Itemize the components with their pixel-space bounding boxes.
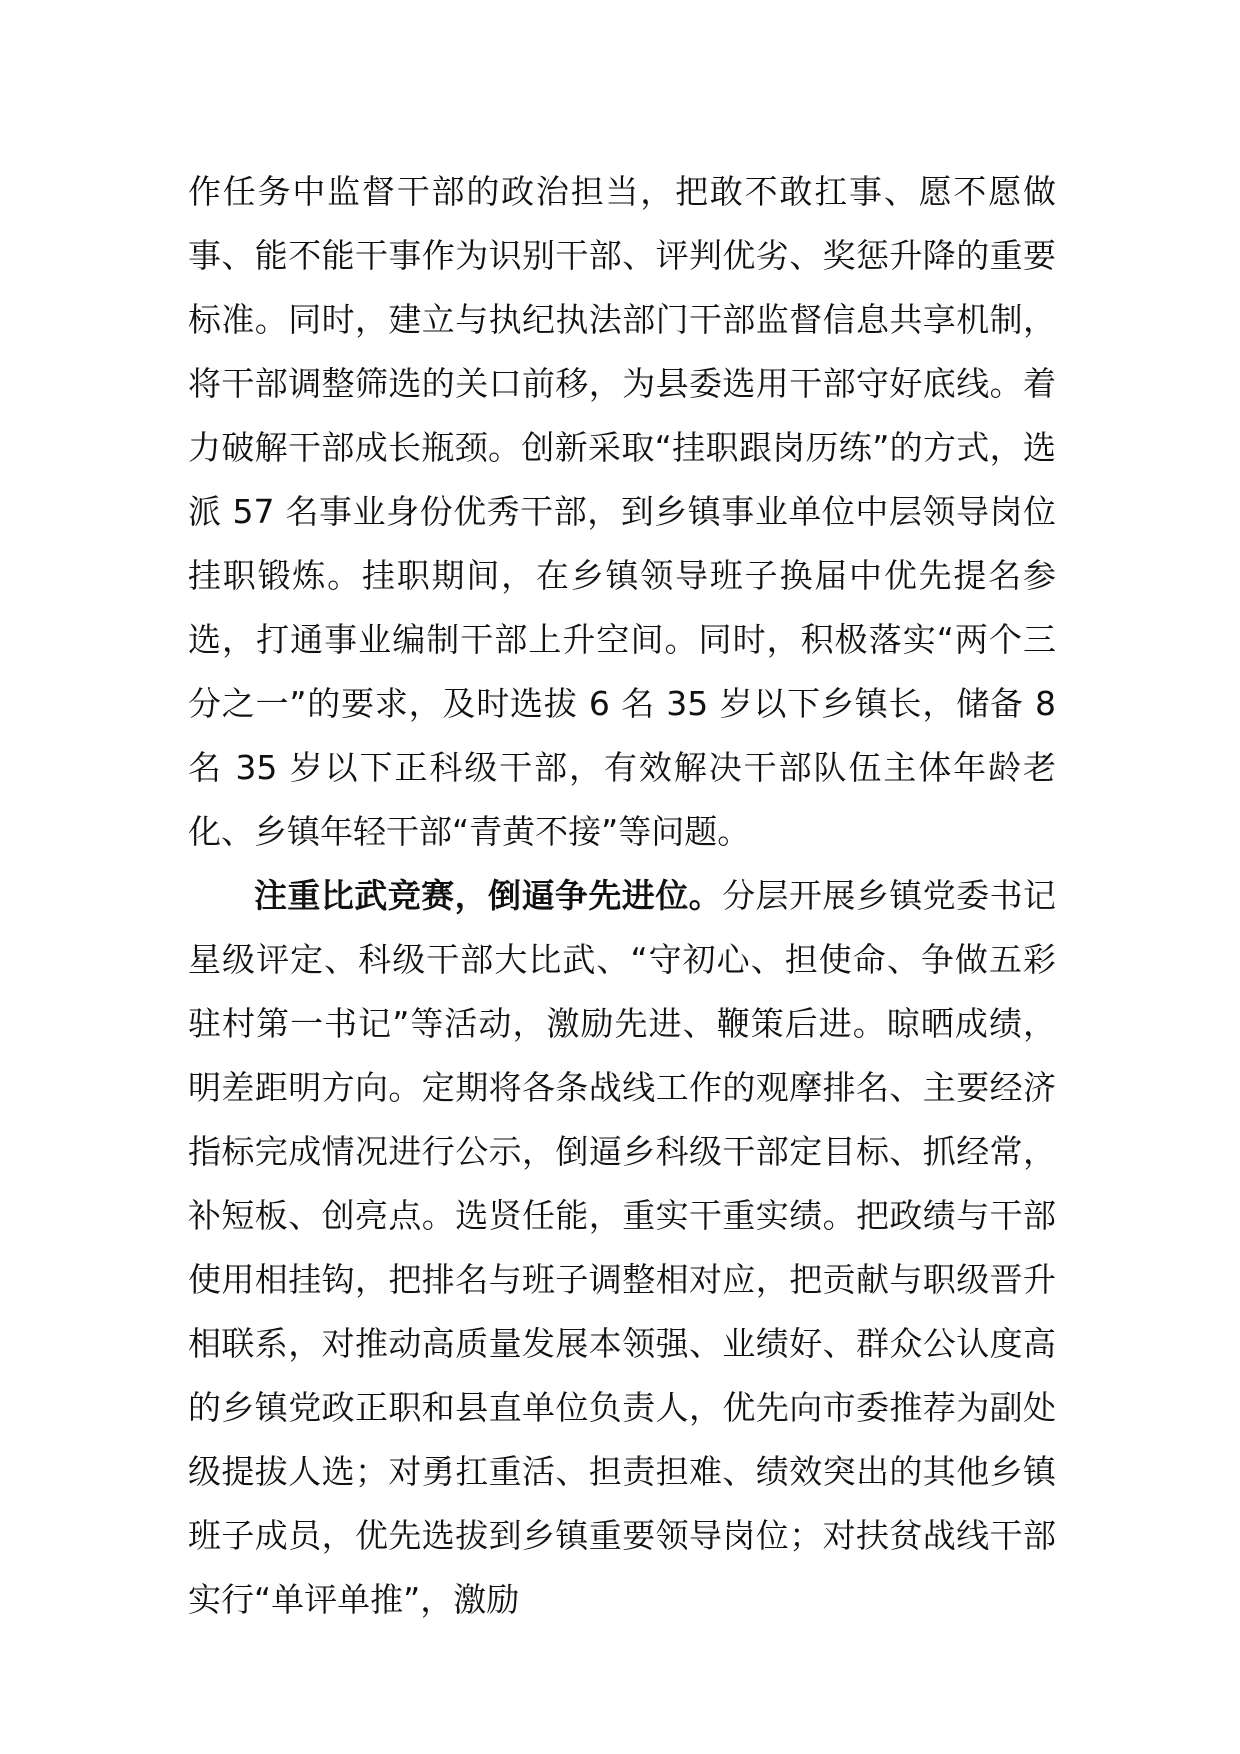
paragraph-2 xyxy=(188,864,1056,1632)
paragraph-2-heading: 注重比武竞赛，倒逼争先进位。 xyxy=(254,876,723,915)
paragraph-2-text: 分层开展乡镇党委书记星级评定、科级干部大比武、“守初心、担使命、争做五彩驻村第一书记”等活动，激励先进、鞭策后进。晾晒成绩，明差距明方向。定期将各条战线工作的观摩排名、主要经济指标完成情况进行公示，倒逼乡科级干部定目标、抓经常，补短板、创亮点。选贤任能，重实干重实绩。把政绩与干部使用相挂钩，把排名与班子调整相对应，把贡献与职级晋升相联系，对推动高质量发展本领强、业绩好、群众公认度高的乡镇党政正职和县直单位负责人，优先向市委推荐为副处级提拔人选；对勇扛重活、担责担难、绩效突出的其他乡镇班子成员，优先选拔到乡镇重要领导岗位；对扶贫战线干部实行“单评单推”，激励 xyxy=(188,876,1057,1619)
document-body xyxy=(188,160,1056,1632)
paragraph-1-text: 作任务中监督干部的政治担当，把敢不敢扛事、愿不愿做事、能不能干事作为识别干部、评判优劣、奖惩升降的重要标准。同时，建立与执纪执法部门干部监督信息共享机制，将干部调整筛选的关口前移，为县委选用干部守好底线。着力破解干部成长瓶颈。创新采取“挂职跟岗历练”的方式，选派 57 名事业身份优秀干部，到乡镇事业单位中层领导岗位挂职锻炼。挂职期间，在乡镇领导班子换届中优先提名参选，打通事业编制干部上升空间。同时，积极落实“两个三分之一”的要求，及时选拔 6 名 35 岁以下乡镇长，储备 8 名 35 岁以下正科级干部，有效解决干部队伍主体年龄老化、乡镇年轻干部“青黄不接”等问题。 xyxy=(188,172,1056,851)
paragraph-1 xyxy=(188,160,1056,864)
